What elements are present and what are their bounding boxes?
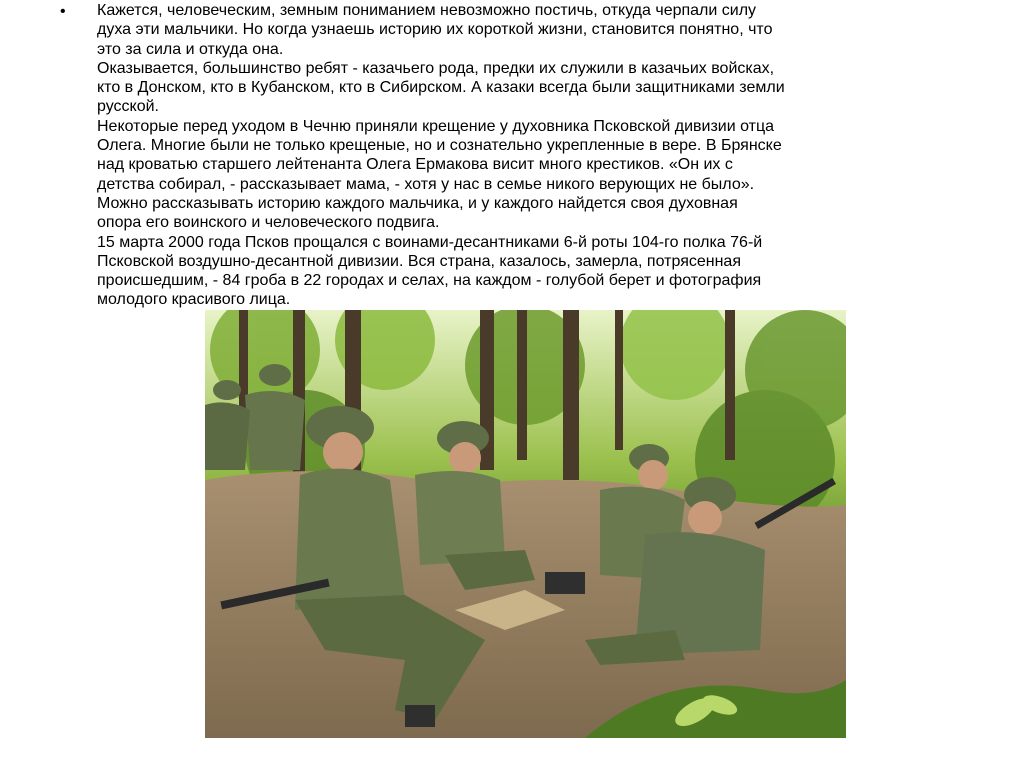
soldiers-photo: [205, 310, 846, 738]
text-line: Олега. Многие были не только крещеные, но и сознательно укрепленные в вере. В Брянске: [97, 137, 782, 155]
text-line: Псковской воздушно-десантной дивизии. Вся страна, казалось, замерла, потрясенная: [97, 252, 741, 270]
text-line: это за сила и откуда она.: [97, 40, 284, 58]
text-line: над кроватью старшего лейтенанта Олега Ермакова висит много крестиков. «Он их с: [97, 156, 733, 174]
text-line: духа эти мальчики. Но когда узнаешь историю их короткой жизни, становится понятно, что: [97, 21, 773, 39]
text-line: Кажется, человеческим, земным пониманием невозможно постичь, откуда черпали силу: [97, 2, 757, 19]
text-line: 15 марта 2000 года Псков прощался с воинами-десантниками 6-й роты 104-го полка 76-й: [97, 233, 763, 251]
soldiers-photo-illustration: [205, 310, 846, 738]
text-line: Некоторые перед уходом в Чечню приняли крещение у духовника Псковской дивизии отца: [97, 117, 775, 135]
bullet-marker: •: [60, 3, 66, 20]
text-line: русской.: [97, 98, 159, 116]
text-line: кто в Донском, кто в Кубанском, кто в Сибирском. А казаки всегда были защитниками земли: [97, 79, 785, 97]
text-line: Оказывается, большинство ребят - казачьего рода, предки их служили в казачьих войсках,: [97, 59, 775, 77]
text-line: молодого красивого лица.: [97, 291, 291, 309]
text-line: Можно рассказывать историю каждого мальчика, и у каждого найдется своя духовная: [97, 194, 738, 212]
text-line: опора его воинского и человеческого подвига.: [97, 214, 440, 232]
text-line: детства собирал, - рассказывает мама, - хотя у нас в семье никого верующих не было».: [97, 175, 755, 193]
slide-body-text: [97, 1, 977, 310]
text-line: происшедшим, - 84 гроба в 22 городах и селах, на каждом - голубой берет и фотография: [97, 272, 762, 290]
